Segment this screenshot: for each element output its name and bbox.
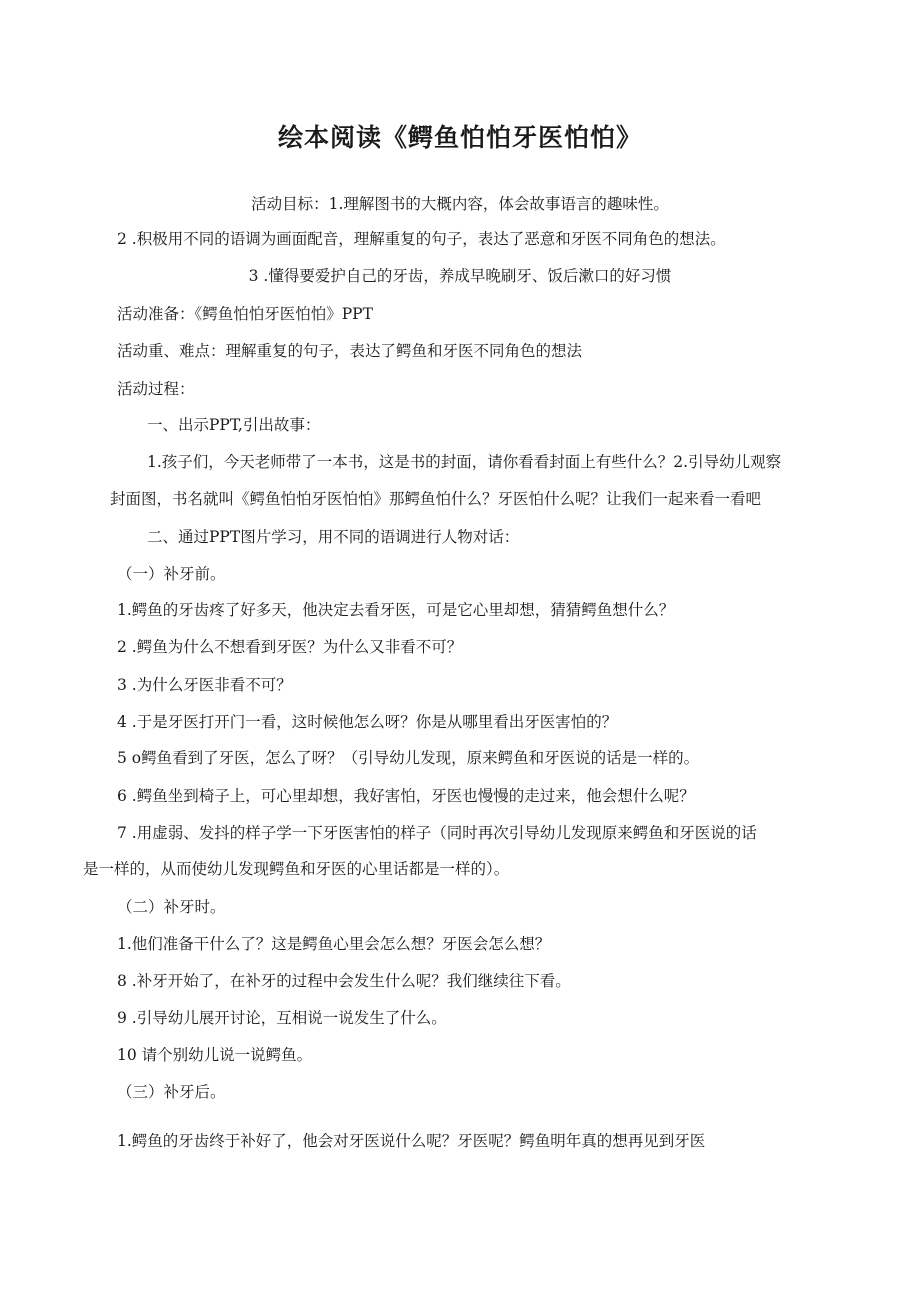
- preparation-line: 活动准备：《鳄鱼怕怕牙医怕怕》PPT: [117, 305, 373, 323]
- list-item: 3 .为什么牙医非看不可？: [117, 676, 292, 694]
- list-item: 7 .用虚弱、发抖的样子学一下牙医害怕的样子（同时再次引导幼儿发现原来鳄鱼和牙医说的话: [117, 824, 757, 842]
- process-heading: 活动过程：: [117, 380, 195, 398]
- list-item: 1.鳄鱼的牙齿终于补好了，他会对牙医说什么呢？牙医呢？鳄鱼明年真的想再见到牙医: [117, 1132, 706, 1150]
- list-item: 1.他们准备干什么了？这是鳄鱼心里会怎么想？牙医会怎么想？: [117, 935, 551, 953]
- list-item: 1.鳄鱼的牙齿疼了好多天，他决定去看牙医，可是它心里却想，猜猜鳄鱼想什么？: [117, 601, 675, 619]
- list-item: 5 o鳄鱼看到了牙医，怎么了呀？（引导幼儿发现，原来鳄鱼和牙医说的话是一样的。: [117, 749, 700, 767]
- key-points-line: 活动重、难点：理解重复的句子，表达了鳄鱼和牙医不同角色的想法: [117, 342, 583, 360]
- paragraph-line: 封面图，书名就叫《鳄鱼怕怕牙医怕怕》那鳄鱼怕什么？牙医怕什么呢？让我们一起来看一看吧: [110, 490, 762, 508]
- goal-line-3: 3 .懂得要爱护自己的牙齿，养成早晚刷牙、饭后漱口的好习惯: [248, 267, 672, 285]
- goal-line-2: 2 .积极用不同的语调为画面配音，理解重复的句子，表达了恶意和牙医不同角色的想法。: [117, 230, 726, 248]
- subsection-heading: （一）补牙前。: [117, 565, 226, 583]
- list-item: 8 .补牙开始了，在补牙的过程中会发生什么呢？我们继续往下看。: [117, 972, 571, 990]
- list-item: 9 .引导幼儿展开讨论，互相说一说发生了什么。: [117, 1009, 447, 1027]
- list-item: 6 .鳄鱼坐到椅子上，可心里却想，我好害怕，牙医也慢慢的走过来，他会想什么呢？: [117, 787, 695, 805]
- list-item: 2 .鳄鱼为什么不想看到牙医？为什么又非看不可？: [117, 638, 463, 656]
- list-item: 10 请个别幼儿说一说鳄鱼。: [117, 1046, 313, 1064]
- document-title: 绘本阅读《鳄鱼怕怕牙医怕怕》: [277, 123, 642, 152]
- list-item-continuation: 是一样的，从而使幼儿发现鳄鱼和牙医的心里话都是一样的）。: [83, 860, 510, 878]
- subsection-heading: （三）补牙后。: [117, 1083, 226, 1101]
- goal-line-1: 活动目标：1.理解图书的大概内容，体会故事语言的趣味性。: [251, 195, 669, 213]
- paragraph-line: 1.孩子们，今天老师带了一本书，这是书的封面，请你看看封面上有些什么？2.引导幼儿观察: [147, 453, 782, 471]
- section-one-heading: 一、出示PPT,引出故事：: [147, 416, 321, 434]
- section-two-heading: 二、通过PPT图片学习，用不同的语调进行人物对话：: [147, 528, 520, 546]
- subsection-heading: （二）补牙时。: [117, 898, 226, 916]
- list-item: 4 .于是牙医打开门一看，这时候他怎么呀？你是从哪里看出牙医害怕的？: [117, 713, 618, 731]
